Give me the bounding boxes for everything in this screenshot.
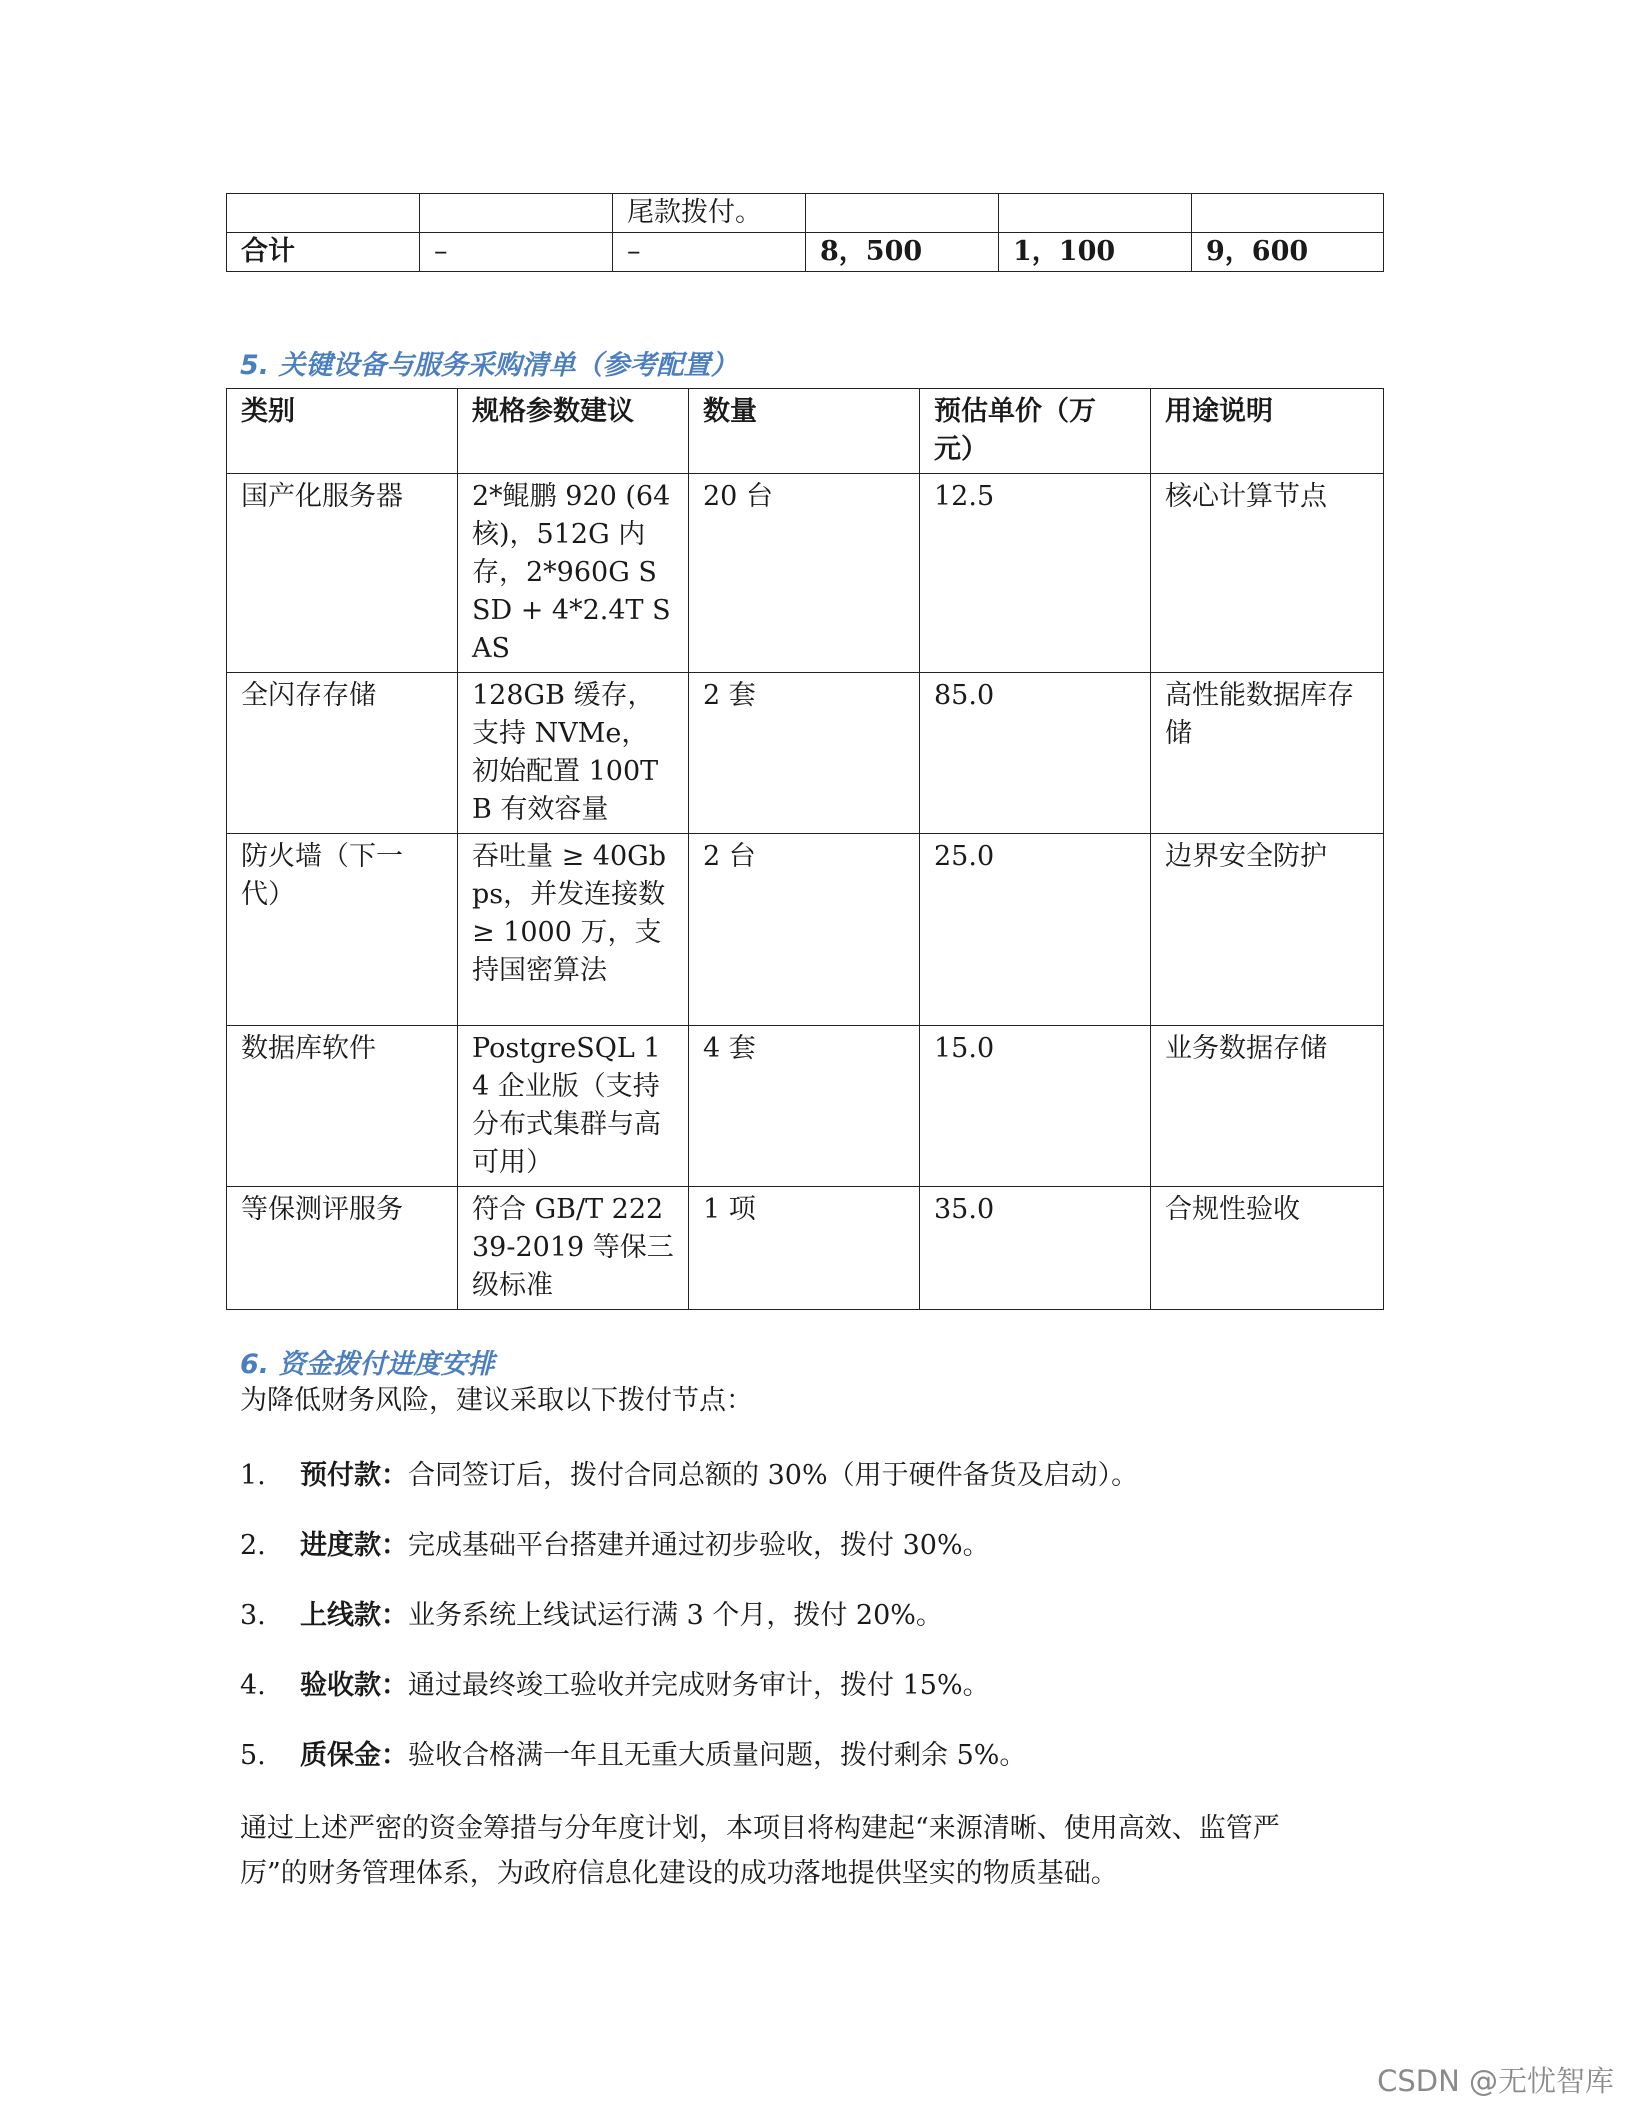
list-text: 完成基础平台搭建并通过初步验收，拨付 30%。	[408, 1530, 990, 1561]
list-text: 合同签订后，拨付合同总额的 30%（用于硬件备货及启动）。	[408, 1460, 1139, 1491]
total-value: 9，600	[1192, 233, 1384, 272]
list-text: 通过最终竣工验收并完成财务审计，拨付 15%。	[408, 1670, 990, 1701]
table-cell: 防火墙（下一代）	[227, 834, 458, 1026]
table-cell	[420, 194, 613, 233]
table-row	[227, 1187, 1384, 1310]
list-number: 1.	[240, 1460, 266, 1491]
table-cell: –	[420, 233, 613, 272]
table-cell: 25.0	[920, 834, 1151, 1026]
total-row	[227, 233, 1384, 272]
funding-table	[226, 193, 1384, 272]
table-cell: 国产化服务器	[227, 474, 458, 673]
table-cell	[806, 194, 999, 233]
list-term: 上线款：	[300, 1600, 408, 1631]
table-cell: 1 项	[689, 1187, 920, 1310]
table-cell: 12.5	[920, 474, 1151, 673]
list-number: 2.	[240, 1530, 266, 1561]
procurement-table	[226, 388, 1384, 1310]
list-term: 验收款：	[300, 1670, 408, 1701]
table-cell: 吞吐量 ≥ 40Gbps，并发连接数 ≥ 1000 万，支持国密算法	[458, 834, 689, 1026]
list-item	[240, 1738, 1026, 1774]
list-item	[240, 1668, 990, 1704]
list-number: 3.	[240, 1600, 266, 1631]
total-value: 8，500	[806, 233, 999, 272]
column-header: 规格参数建议	[458, 389, 689, 474]
table-cell: 4 套	[689, 1026, 920, 1187]
table-cell	[227, 194, 420, 233]
table-row	[227, 194, 1384, 233]
table-cell: 15.0	[920, 1026, 1151, 1187]
table-cell: 高性能数据库存储	[1151, 673, 1384, 834]
table-row	[227, 1026, 1384, 1187]
table-cell: 2 套	[689, 673, 920, 834]
table-cell: 符合 GB/T 22239-2019 等保三级标准	[458, 1187, 689, 1310]
table-cell: 2 台	[689, 834, 920, 1026]
table-cell: –	[613, 233, 806, 272]
list-item	[240, 1458, 1138, 1494]
table-row	[227, 474, 1384, 673]
table-cell: 35.0	[920, 1187, 1151, 1310]
column-header: 预估单价（万元）	[920, 389, 1151, 474]
table-cell	[999, 194, 1192, 233]
list-item	[240, 1528, 990, 1564]
table-row	[227, 834, 1384, 1026]
total-label: 合计	[227, 233, 420, 272]
column-header: 用途说明	[1151, 389, 1384, 474]
conclusion-line: 通过上述严密的资金筹措与分年度计划，本项目将构建起“来源清晰、使用高效、监管严	[240, 1813, 1280, 1844]
table-cell: 数据库软件	[227, 1026, 458, 1187]
section-heading: 6. 资金拨付进度安排	[240, 1349, 495, 1380]
list-item	[240, 1598, 943, 1634]
list-number: 4.	[240, 1670, 266, 1701]
table-row	[227, 673, 1384, 834]
table-cell: 20 台	[689, 474, 920, 673]
intro-paragraph: 为降低财务风险，建议采取以下拨付节点：	[240, 1385, 753, 1416]
table-cell: 尾款拨付。	[613, 194, 806, 233]
table-cell: 核心计算节点	[1151, 474, 1384, 673]
table-cell	[1192, 194, 1384, 233]
list-text: 业务系统上线试运行满 3 个月，拨付 20%。	[408, 1600, 943, 1631]
list-term: 质保金：	[300, 1740, 408, 1771]
watermark: CSDN @无忧智库	[1377, 2064, 1614, 2098]
list-term: 进度款：	[300, 1530, 408, 1561]
table-cell: PostgreSQL 14 企业版（支持分布式集群与高可用）	[458, 1026, 689, 1187]
table-cell: 2*鲲鹏 920 (64核)，512G 内存，2*960G SSD + 4*2.4T SAS	[458, 474, 689, 673]
table-cell: 128GB 缓存，支持 NVMe，初始配置 100TB 有效容量	[458, 673, 689, 834]
table-header-row	[227, 389, 1384, 474]
table-cell: 业务数据存储	[1151, 1026, 1384, 1187]
list-number: 5.	[240, 1740, 266, 1771]
table-cell: 全闪存存储	[227, 673, 458, 834]
section-heading: 5. 关键设备与服务采购清单（参考配置）	[240, 350, 738, 381]
table-cell: 合规性验收	[1151, 1187, 1384, 1310]
column-header: 数量	[689, 389, 920, 474]
column-header: 类别	[227, 389, 458, 474]
conclusion-line: 厉”的财务管理体系，为政府信息化建设的成功落地提供坚实的物质基础。	[240, 1858, 1118, 1889]
total-value: 1，100	[999, 233, 1192, 272]
table-cell: 85.0	[920, 673, 1151, 834]
list-text: 验收合格满一年且无重大质量问题，拨付剩余 5%。	[408, 1740, 1027, 1771]
table-cell: 等保测评服务	[227, 1187, 458, 1310]
table-cell: 边界安全防护	[1151, 834, 1384, 1026]
list-term: 预付款：	[300, 1460, 408, 1491]
